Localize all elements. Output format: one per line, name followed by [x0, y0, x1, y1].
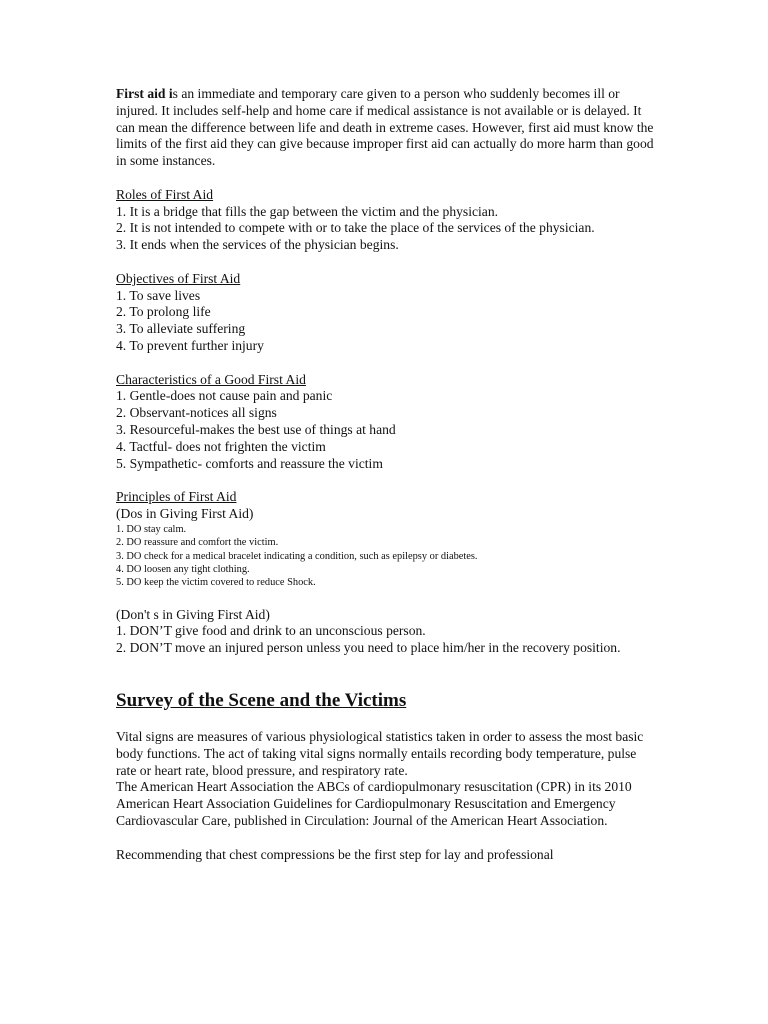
survey-paragraph-1: Vital signs are measures of various physiological statistics taken in order to assess the most basic body functions. The act of taking vital signs normally entails recording body temperature, pulse rate or heart rate, blood pressure, and respiratory rate. [116, 728, 644, 778]
dos-item: 3. DO check for a medical bracelet indicating a condition, such as epilepsy or diabetes. [116, 550, 478, 562]
characteristics-item: 4. Tactful- does not frighten the victim [116, 438, 326, 454]
intro-term: First aid i [116, 86, 173, 101]
dos-item: 1. DO stay calm. [116, 523, 187, 535]
objectives-item: 3. To alleviate suffering [116, 321, 246, 337]
objectives-heading: Objectives of First Aid [116, 270, 241, 286]
survey-paragraph-3: Recommending that chest compressions be the first step for lay and professional [116, 846, 554, 862]
intro-text: s an immediate and temporary care given to a person who suddenly becomes ill or injured. It includes self-help and home care if medical assistance is not available or is delayed. It can mean the difference between life and death in extreme cases. However, first aid must know the limits of the first aid they can give because improper first aid can actually do more harm than good in some instances. [116, 86, 654, 169]
donts-heading: (Don't s in Giving First Aid) [116, 606, 270, 622]
survey-paragraph-2: The American Heart Association the ABCs of cardiopulmonary resuscitation (CPR) in its 2010 American Heart Association Guidelines for Cardiopulmonary Resuscitation and Emergency Cardiovascular Care, published in Circulation: Journal of the American Heart Association. [116, 779, 632, 828]
roles-item: 2. It is not intended to compete with or to take the place of the services of the physician. [116, 220, 595, 236]
intro-paragraph [116, 86, 656, 170]
objectives-item: 4. To prevent further injury [116, 337, 264, 353]
donts-item: 1. DON’T give food and drink to an unconscious person. [116, 623, 426, 639]
survey-section [116, 689, 656, 863]
principles-heading: Principles of First Aid [116, 489, 237, 505]
objectives-item: 1. To save lives [116, 287, 201, 303]
survey-heading: Survey of the Scene and the Victims [116, 689, 407, 711]
roles-heading: Roles of First Aid [116, 186, 214, 202]
dos-item: 4. DO loosen any tight clothing. [116, 563, 250, 575]
roles-item: 3. It ends when the services of the physician begins. [116, 237, 399, 253]
characteristics-heading: Characteristics of a Good First Aid [116, 371, 306, 387]
document-page [116, 86, 656, 863]
characteristics-item: 3. Resourceful-makes the best use of things at hand [116, 421, 396, 437]
principles-section [116, 489, 656, 657]
dos-list [116, 523, 656, 590]
roles-section [116, 187, 656, 254]
objectives-section [116, 271, 656, 355]
roles-item: 1. It is a bridge that fills the gap between the victim and the physician. [116, 203, 499, 219]
dos-heading: (Dos in Giving First Aid) [116, 505, 254, 521]
objectives-item: 2. To prolong life [116, 304, 211, 320]
characteristics-section [116, 372, 656, 473]
dos-item: 5. DO keep the victim covered to reduce Shock. [116, 577, 316, 589]
characteristics-item: 5. Sympathetic- comforts and reassure the victim [116, 455, 383, 471]
characteristics-item: 1. Gentle-does not cause pain and panic [116, 388, 333, 404]
characteristics-item: 2. Observant-notices all signs [116, 405, 277, 421]
donts-item: 2. DON’T move an injured person unless you need to place him/her in the recovery position. [116, 640, 621, 656]
dos-item: 2. DO reassure and comfort the victim. [116, 537, 279, 549]
